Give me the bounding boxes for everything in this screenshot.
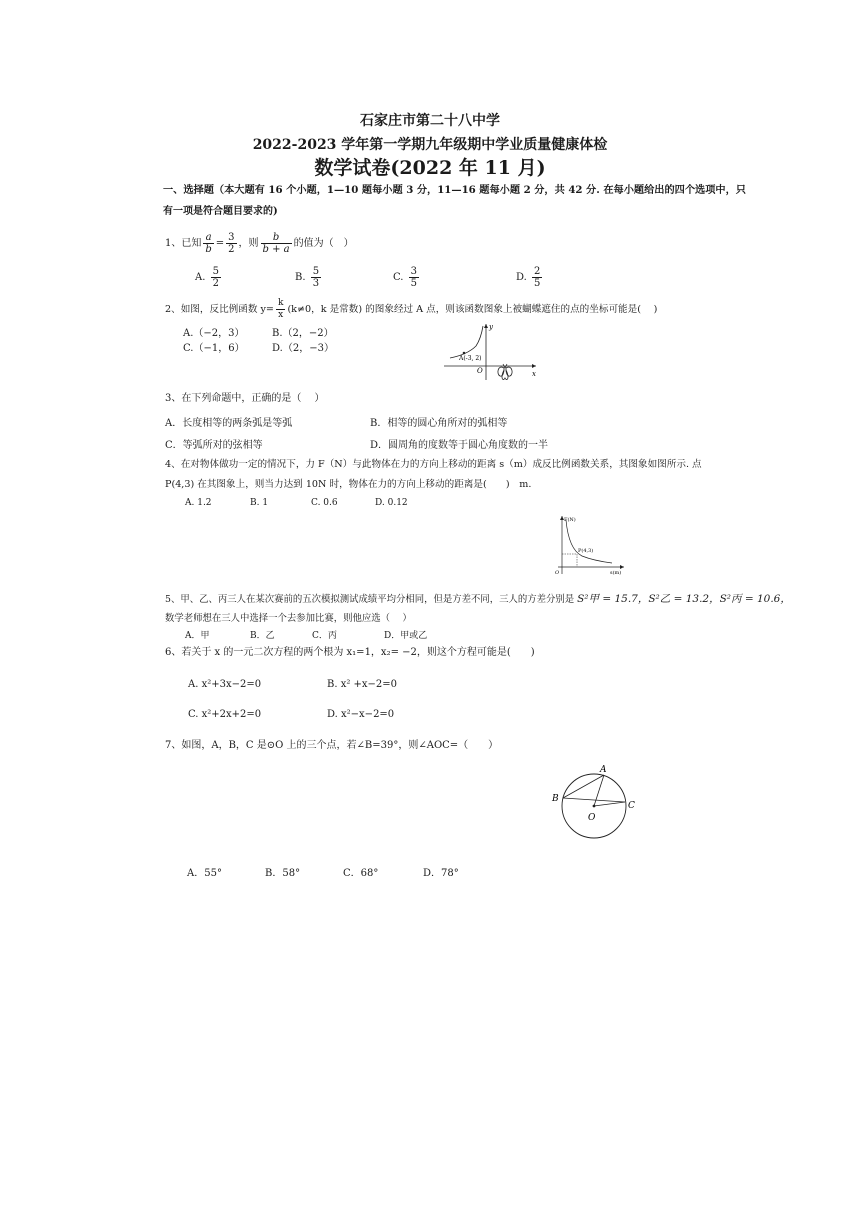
q7-option-c[interactable]: C．68° [343, 868, 379, 879]
q4-curve [566, 520, 612, 563]
variance-bing: S²丙 = 10.6， [719, 593, 791, 605]
q7-label-o: O [588, 813, 596, 823]
variance-jia: S²甲 = 15.7， [577, 593, 649, 605]
q4-origin-label: O [555, 570, 560, 576]
q7-label-c: C [628, 801, 635, 811]
q1-prefix: 1、已知 [165, 238, 202, 249]
q1-given-fraction-ab: $\frac{a}{b}$ [205, 232, 212, 255]
q1-option-a[interactable]: A. $\frac{5}{2}$ [195, 266, 219, 289]
q6-option-a[interactable]: A. x²+3x−2=0 [188, 679, 262, 690]
question-1: 1、已知 $\frac{a}{b}$ = $\frac{3}{2}$ ，则 $\frac{b}{b + a}$ 的值为（ ） [165, 232, 354, 255]
section-instructions-line1: 一、选择题（本大题有 16 个小题，1—10 题每小题 3 分，11—16 题每小题 2 分，共 42 分. 在每小题给出的四个选项中，只 [163, 184, 746, 196]
question-4-line2: P(4,3) 在其图象上，则当力达到 10N 时，物体在力的方向上移动的距离是( ) m. [165, 479, 532, 490]
q7-chord-bc [563, 798, 625, 802]
q2-figure [440, 320, 540, 382]
q2-point-a [463, 352, 466, 355]
school-name: 石家庄市第二十八中学 [360, 113, 500, 129]
q4-point-label: P(4,3) [578, 548, 594, 554]
q5-option-b[interactable]: B．乙 [250, 631, 275, 641]
question-5-line2: 数学老师想在三人中选择一个去参加比赛，则他应选（ ） [165, 613, 412, 624]
q5-option-d[interactable]: D．甲或乙 [384, 631, 428, 641]
q1-option-d[interactable]: D. $\frac{2}{5}$ [516, 266, 541, 289]
variance-yi: S²乙 = 13.2， [648, 593, 720, 605]
q6-option-b[interactable]: B. x² +x−2=0 [327, 679, 398, 690]
q7-option-a[interactable]: A．55° [187, 868, 222, 879]
q2-option-d[interactable]: D.（2，−3） [272, 343, 334, 354]
question-7: 7、如图，A，B，C 是⊙O 上的三个点，若∠B=39°，则∠AOC=（ ） [165, 740, 499, 751]
q3-option-a[interactable]: A．长度相等的两条弧是等弧 [165, 418, 293, 429]
q3-option-d[interactable]: D．圆周角的度数等于圆心角度数的一半 [370, 440, 549, 451]
q7-center-point [593, 805, 596, 808]
q7-option-d[interactable]: D．78° [423, 868, 459, 879]
paper-title: 数学试卷(2022 年 11 月) [314, 157, 546, 179]
q7-label-a: A [600, 765, 607, 775]
q2-hyperbola-branch [450, 326, 483, 358]
section-instructions-line2: 有一项是符合题目要求的) [163, 206, 278, 217]
q1-given-fraction-32: $\frac{3}{2}$ [228, 232, 235, 255]
q4-option-c[interactable]: C. 0.6 [311, 498, 338, 508]
question-5-line1: 5、甲、乙、丙三人在某次赛前的五次模拟测试成绩平均分相同，但是方差不同，三人的方差分别是 S²甲 = 15.7，S²乙 = 13.2，S²丙 = 10.6， [165, 593, 791, 605]
q6-option-c[interactable]: C. x²+2x+2=0 [188, 709, 262, 720]
q4-x-label: s(m) [610, 570, 622, 576]
q7-option-b[interactable]: B．58° [265, 868, 301, 879]
q2-y-label: y [489, 323, 493, 331]
q7-label-b: B [552, 794, 559, 804]
q4-option-b[interactable]: B. 1 [250, 498, 269, 508]
q4-option-a[interactable]: A. 1.2 [185, 498, 212, 508]
q2-option-c[interactable]: C.（−1，6） [183, 343, 245, 354]
q3-option-c[interactable]: C．等弧所对的弦相等 [165, 440, 263, 451]
q2-point-label: A(-3, 2) [459, 355, 482, 362]
q7-radius-oc [594, 802, 625, 806]
q2-option-b[interactable]: B.（2，−2） [272, 328, 334, 339]
exam-name: 2022-2023 学年第一学期九年级期中学业质量健康体检 [252, 137, 608, 153]
q4-y-label: F(N) [564, 517, 576, 523]
question-6: 6、若关于 x 的一元二次方程的两个根为 x₁=1，x₂= −2，则这个方程可能是( ) [165, 647, 535, 658]
q1-option-b[interactable]: B. $\frac{5}{3}$ [295, 266, 320, 289]
question-2: 2、如图，反比例函数 y= $\frac{k}{x}$ (k≠0，k 是常数) 的图象经过 A 点，则该函数图象上被蝴蝶遮住的点的坐标可能是( ) [165, 298, 658, 320]
q5-option-c[interactable]: C．丙 [312, 631, 337, 641]
q5-option-a[interactable]: A．甲 [185, 631, 210, 641]
q6-option-d[interactable]: D. x²−x−2=0 [327, 709, 395, 720]
q1-option-c[interactable]: C. $\frac{3}{5}$ [393, 266, 418, 289]
q3-option-b[interactable]: B．相等的圆心角所对的弧相等 [370, 418, 508, 429]
q4-option-d[interactable]: D. 0.12 [375, 498, 408, 508]
q7-figure [548, 764, 648, 848]
q2-origin-label: O [477, 367, 483, 375]
q2-option-a[interactable]: A.（−2，3） [183, 328, 245, 339]
q1-target-fraction: $\frac{b}{b + a}$ [262, 232, 290, 255]
q2-x-label: x [532, 370, 536, 378]
question-4-line1: 4、在对物体做功一定的情况下，力 F（N）与此物体在力的方向上移动的距离 s（m）成反比例函数关系，其图象如图所示. 点 [165, 459, 702, 470]
question-3: 3、在下列命题中，正确的是（ ） [165, 393, 325, 404]
q4-figure [548, 512, 628, 578]
